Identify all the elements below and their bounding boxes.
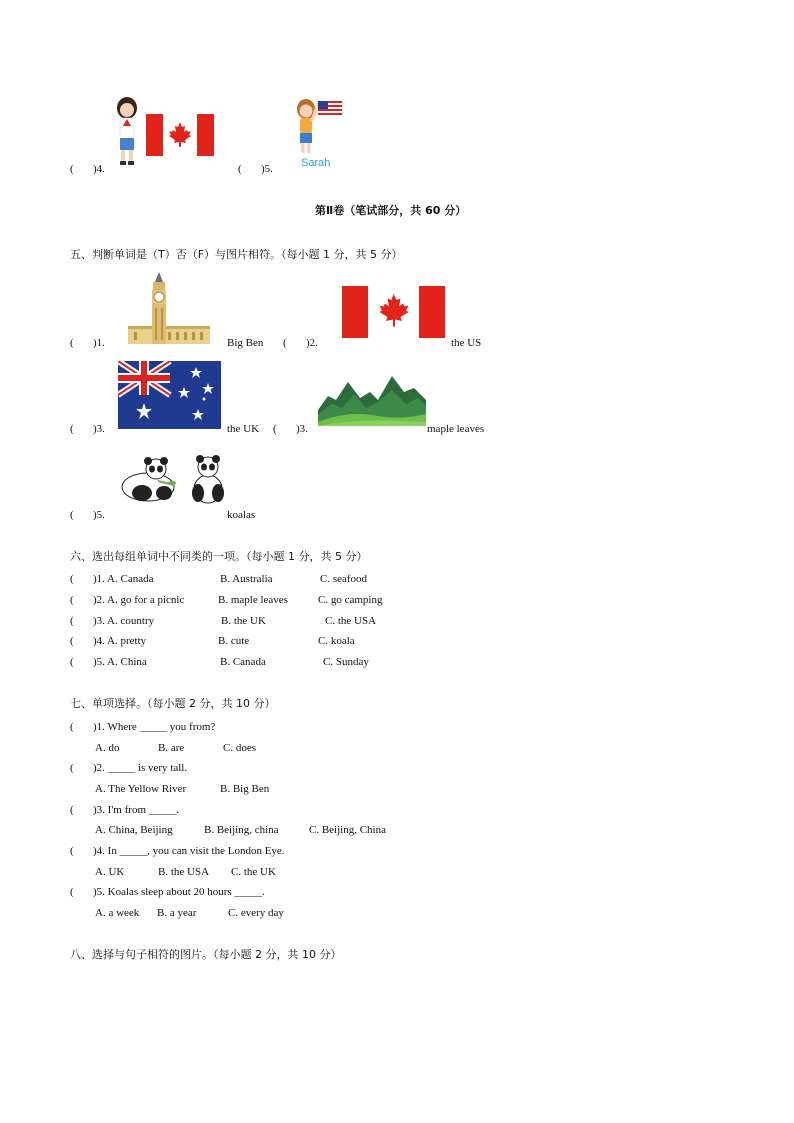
s5-item-3-number: )3.	[93, 423, 105, 435]
s7-q1-option-c: C. does	[223, 742, 256, 754]
section-5-title: 五、判断单词是（T）否（F）与图片相符。（每小题 1 分，共 5 分）	[70, 248, 403, 261]
s6-row-4-option-b: B. cute	[218, 635, 250, 647]
s7-q2-option-b: B. Big Ben	[220, 783, 270, 795]
big-ben-image	[128, 272, 210, 346]
s6-row-1-bracket: (	[70, 573, 74, 585]
item-5-open-bracket: (	[238, 163, 242, 175]
s6-row-5-option-b: B. Canada	[220, 656, 266, 668]
s6-row-5-option-c: C. Sunday	[323, 656, 369, 668]
s7-q5-bracket: (	[70, 886, 74, 898]
section-7-title: 七、单项选择。（每小题 2 分，共 10 分）	[70, 697, 276, 710]
s6-row-3-option-a: )3. A. country	[93, 615, 155, 627]
s7-q4-question: )4. In _____, you can visit the London Eye.	[93, 845, 285, 857]
s7-q2-bracket: (	[70, 762, 74, 774]
s7-q2-option-a: A. The Yellow River	[95, 783, 187, 795]
s7-q5-question: )5. Koalas sleep about 20 hours _____.	[93, 886, 265, 898]
s5-item-3-word: the UK	[227, 423, 260, 435]
s5-item-1-open-bracket: (	[70, 337, 74, 349]
s5-item-2-number: )2.	[306, 337, 318, 349]
s6-row-1-option-b: B. Australia	[220, 573, 273, 585]
s5-item-3-open-bracket: (	[70, 423, 74, 435]
s6-row-5-bracket: (	[70, 656, 74, 668]
s6-row-4-option-a: )4. A. pretty	[93, 635, 147, 647]
s5-item-4-open-bracket: (	[273, 423, 277, 435]
s5-item-4-number: )3.	[296, 423, 308, 435]
s6-row-5-option-a: )5. A. China	[93, 656, 147, 668]
sarah-name-label: Sarah	[301, 157, 331, 169]
item-5-number: )5.	[261, 163, 273, 175]
s6-row-3-bracket: (	[70, 615, 74, 627]
s6-row-2-option-c: C. go camping	[318, 594, 383, 606]
s7-q3-option-a: A. China, Beijing	[95, 824, 173, 836]
s7-q5-option-a: A. a week	[95, 907, 140, 919]
s5-item-5-word: koalas	[227, 509, 256, 521]
australia-flag-image	[118, 361, 221, 429]
s7-q4-option-a: A. UK	[95, 866, 125, 878]
s7-q5-option-c: C. every day	[228, 907, 284, 919]
mountains-image	[318, 370, 426, 426]
s7-q5-option-b: B. a year	[157, 907, 197, 919]
s6-row-2-bracket: (	[70, 594, 74, 606]
section-6-title: 六、选出每组单词中不同类的一项。（每小题 1 分，共 5 分）	[70, 550, 368, 563]
canada-flag-image	[342, 286, 445, 338]
s6-row-1-option-a: )1. A. Canada	[93, 573, 154, 585]
s5-item-1-number: )1.	[93, 337, 105, 349]
s6-row-4-bracket: (	[70, 635, 74, 647]
s6-row-3-option-c: C. the USA	[325, 615, 377, 627]
s7-q1-question: )1. Where _____ you from?	[93, 721, 216, 733]
s7-q1-option-a: A. do	[95, 742, 120, 754]
s6-row-1-option-c: C. seafood	[320, 573, 368, 585]
s7-q4-option-b: B. the USA	[158, 866, 210, 878]
s6-row-4-option-c: C. koala	[318, 635, 355, 647]
s5-item-5-open-bracket: (	[70, 509, 74, 521]
s7-q4-option-c: C. the UK	[231, 866, 276, 878]
s7-q3-option-b: B. Beijing, china	[204, 824, 279, 836]
s5-item-2-open-bracket: (	[283, 337, 287, 349]
s5-item-1-word: Big Ben	[227, 337, 264, 349]
s7-q1-option-b: B. are	[158, 742, 185, 754]
s7-q4-bracket: (	[70, 845, 74, 857]
item-4-open-bracket: (	[70, 163, 74, 175]
sarah-with-us-flag-image	[292, 97, 344, 157]
s5-item-4-word: maple leaves	[427, 423, 485, 435]
s6-row-2-option-a: )2. A. go for a picnic	[93, 594, 185, 606]
s7-q1-bracket: (	[70, 721, 74, 733]
s5-item-5-number: )5.	[93, 509, 105, 521]
part-2-title: 第Ⅱ卷（笔试部分，共 60 分）	[315, 204, 467, 217]
s7-q2-question: )2. _____ is very tall.	[93, 762, 188, 774]
s7-q3-option-c: C. Beijing, China	[309, 824, 386, 836]
girl-with-canada-flag-image	[110, 96, 220, 168]
s6-row-2-option-b: B. maple leaves	[218, 594, 288, 606]
s7-q3-bracket: (	[70, 804, 74, 816]
s7-q3-question: )3. I'm from _____.	[93, 804, 179, 816]
section-8-title: 八、选择与句子相符的图片。（每小题 2 分，共 10 分）	[70, 948, 342, 961]
s6-row-3-option-b: B. the UK	[221, 615, 266, 627]
s5-item-2-word: the US	[451, 337, 482, 349]
pandas-image	[112, 455, 230, 505]
item-4-number: )4.	[93, 163, 105, 175]
